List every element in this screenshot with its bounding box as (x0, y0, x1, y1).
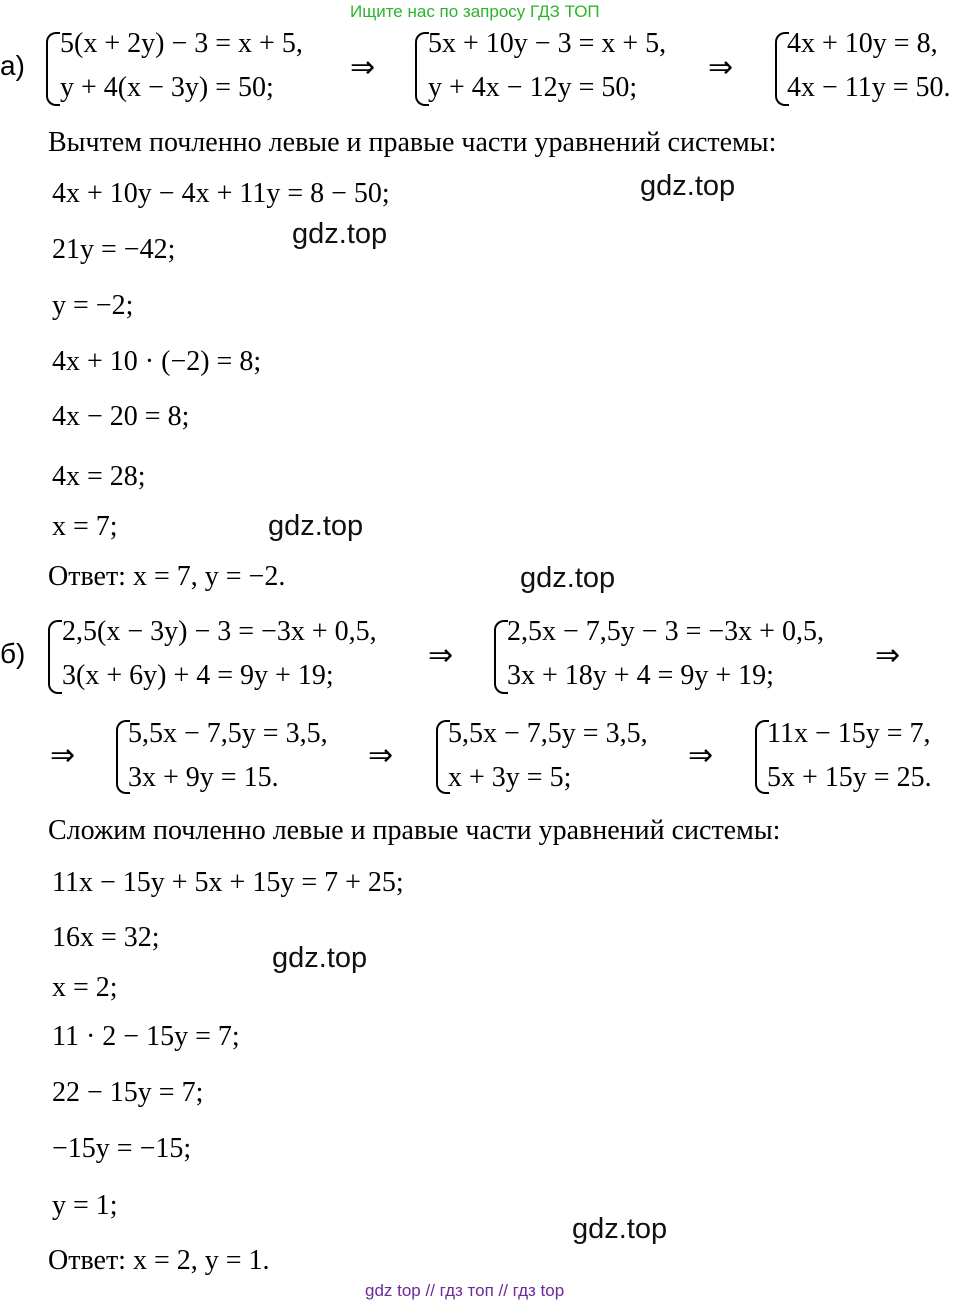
answer: Ответ: x = 2, y = 1. (48, 1245, 270, 1276)
part-a-label: а) (0, 50, 25, 81)
implies-arrow: ⇒ (350, 50, 376, 85)
implies-arrow: ⇒ (875, 638, 901, 673)
system-line: 4x + 10y = 8, (787, 28, 938, 59)
step: 4x − 20 = 8; (52, 401, 190, 432)
step: 4x + 10 · (−2) = 8; (52, 346, 262, 377)
brace (48, 620, 62, 694)
step: 16x = 32; (52, 922, 160, 953)
top-banner: Ищите нас по запросу ГДЗ ТОП (350, 2, 600, 21)
watermark: gdz.top (520, 562, 616, 594)
step: y = −2; (52, 290, 134, 321)
instruction-text: Сложим почленно левые и правые части уравнений системы: (48, 815, 781, 846)
implies-arrow: ⇒ (708, 50, 734, 85)
implies-arrow: ⇒ (368, 738, 394, 773)
implies-arrow: ⇒ (428, 638, 454, 673)
watermark: gdz.top (292, 218, 388, 250)
system-line: 3x + 18y + 4 = 9y + 19; (507, 660, 774, 691)
system-line: 5(x + 2y) − 3 = x + 5, (60, 28, 303, 59)
step: 4x + 10y − 4x + 11y = 8 − 50; (52, 178, 390, 209)
brace (494, 620, 508, 694)
brace (46, 32, 60, 106)
step: y = 1; (52, 1190, 118, 1221)
system-line: 11x − 15y = 7, (767, 718, 931, 749)
step: −15y = −15; (52, 1133, 192, 1164)
system-line: 2,5(x − 3y) − 3 = −3x + 0,5, (62, 616, 377, 647)
implies-arrow: ⇒ (50, 738, 76, 773)
implies-arrow: ⇒ (688, 738, 714, 773)
watermark: gdz.top (572, 1213, 668, 1245)
system-line: 5x + 15y = 25. (767, 762, 932, 793)
system-line: 3(x + 6y) + 4 = 9y + 19; (62, 660, 334, 691)
step: x = 2; (52, 972, 118, 1003)
watermark: gdz.top (268, 510, 364, 542)
watermark: gdz.top (640, 170, 736, 202)
step: 11x − 15y + 5x + 15y = 7 + 25; (52, 867, 404, 898)
system-line: 5x + 10y − 3 = x + 5, (428, 28, 667, 59)
step: 22 − 15y = 7; (52, 1077, 204, 1108)
step: x = 7; (52, 511, 118, 542)
system-line: 3x + 9y = 15. (128, 762, 279, 793)
watermark: gdz.top (272, 942, 368, 974)
brace (415, 32, 429, 106)
step: 11 · 2 − 15y = 7; (52, 1021, 240, 1052)
instruction-text: Вычтем почленно левые и правые части уравнений системы: (48, 127, 777, 158)
part-b-label: б) (0, 638, 26, 669)
system-line: 5,5x − 7,5y = 3,5, (448, 718, 648, 749)
system-line: 2,5x − 7,5y − 3 = −3x + 0,5, (507, 616, 824, 647)
system-line: 5,5x − 7,5y = 3,5, (128, 718, 328, 749)
system-line: x + 3y = 5; (448, 762, 572, 793)
system-line: 4x − 11y = 50. (787, 72, 951, 103)
step: 21y = −42; (52, 234, 176, 265)
system-line: y + 4(x − 3y) = 50; (60, 72, 274, 103)
answer: Ответ: x = 7, y = −2. (48, 561, 286, 592)
footer-links: gdz top // гдз топ // гдз top (365, 1281, 565, 1300)
step: 4x = 28; (52, 461, 146, 492)
system-line: y + 4x − 12y = 50; (428, 72, 638, 103)
